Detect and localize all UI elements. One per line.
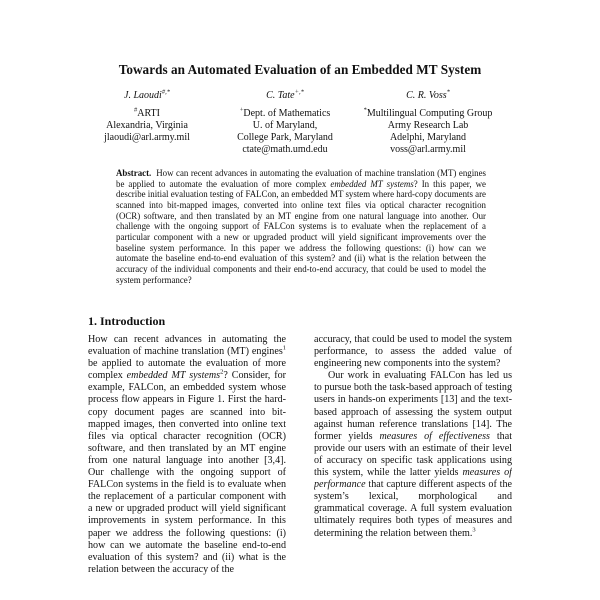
body-column-right [314, 334, 512, 600]
body-column-left [88, 334, 286, 600]
author-affiliation: Army Research Lab [387, 120, 469, 131]
author-name: C. Tate+,* [266, 88, 304, 101]
author-block-voss [348, 90, 508, 156]
author-affiliation: +Dept. of Mathematics [239, 106, 331, 119]
abstract-label: Abstract. [116, 168, 152, 178]
author-affiliation: Adelphi, Maryland [389, 132, 467, 143]
paragraph: Our work in evaluating FALCon has led us to pursue both the task-based approach of testing users in hands-on experiments [13] and the text-based approach of assessing the system output against human reference translations [14]. The former yields measures of effectiveness that provide our users with an estimate of their level of accuracy on specific task applications using this system, while the latter yields measures of performance that capture different aspects of the system’s lexical, morphological and grammatical coverage. A full system evaluation ultimately requires both types of measures and determining the relation between them.$^3$ [314, 370, 512, 539]
footnote-marker: 2 [220, 368, 224, 376]
author-affiliation: #ARTI [134, 106, 160, 119]
author-block-tate [210, 90, 360, 156]
paper-title: Towards an Automated Evaluation of an Embedded MT System [118, 62, 482, 77]
paragraph: How can recent advances in automating the evaluation of machine translation (MT) engines$^1$ be applied to automate the evaluation of more complex embedded MT systems$^2$? Consider, for example, FALCon, an embedded system whose process flow appears in Figure 1. First the hard-copy document pages are scanned into bit-mapped images, then converted into online text files via optical character recognition (OCR) software, and then translated by an MT engine from one natural language into another [3,4]. Our challenge with the ongoing support of FALCon systems in the field is to evaluate when the replacement of a particular component with a new or upgraded product will yield significant improvements in system performance. In this paper we address the following questions: (i) how can we automate the baseline end-to-end evaluation of this system? and (ii) what is the relation between the accuracy of the [88, 334, 286, 575]
author-name: J. Laoudi#,* [124, 88, 170, 101]
author-name: C. R. Voss* [406, 88, 450, 101]
author-affiliation: College Park, Maryland [237, 132, 333, 143]
author-email: ctate@math.umd.edu [242, 144, 328, 155]
author-affiliation: Alexandria, Virginia [106, 120, 188, 131]
author-affiliation: *Multilingual Computing Group [363, 106, 493, 119]
author-email: jlaoudi@arl.army.mil [104, 132, 190, 143]
paragraph: accuracy, that could be used to model the system performance, to assess the added value of engineering new components into the system? [314, 334, 512, 370]
footnote-marker: 3 [472, 526, 476, 534]
section-heading: 1. Introduction [88, 314, 166, 328]
footnote-marker: 1 [282, 344, 286, 352]
author-email: voss@arl.army.mil [390, 144, 466, 155]
author-block-laoudi [72, 90, 222, 144]
abstract: Abstract. How can recent advances in automating the evaluation of machine translation (MT) engines be applied to automate the evaluation of more complex embedded MT systems? In this paper, we describe initial evaluation testing of FALCon, an embedded MT system where hard-copy documents are scanned into bit-mapped images, converted into online text files via optical character recognition (OCR) software, and then translated by an MT engine from one natural language into another. Our challenge with the ongoing support of FALCon systems is to evaluate when the replacement of a particular component with a new or upgraded product will yield significant improvements over the baseline system performance. In this paper we address the following questions: (i) how can we automate the baseline end-to-end evaluation of this system? and (ii) what is the relation between the accuracy of the individual components and their end-to-end accuracy, that could be used to model the system performance? [116, 168, 487, 285]
author-affiliation: U. of Maryland, [252, 120, 318, 131]
